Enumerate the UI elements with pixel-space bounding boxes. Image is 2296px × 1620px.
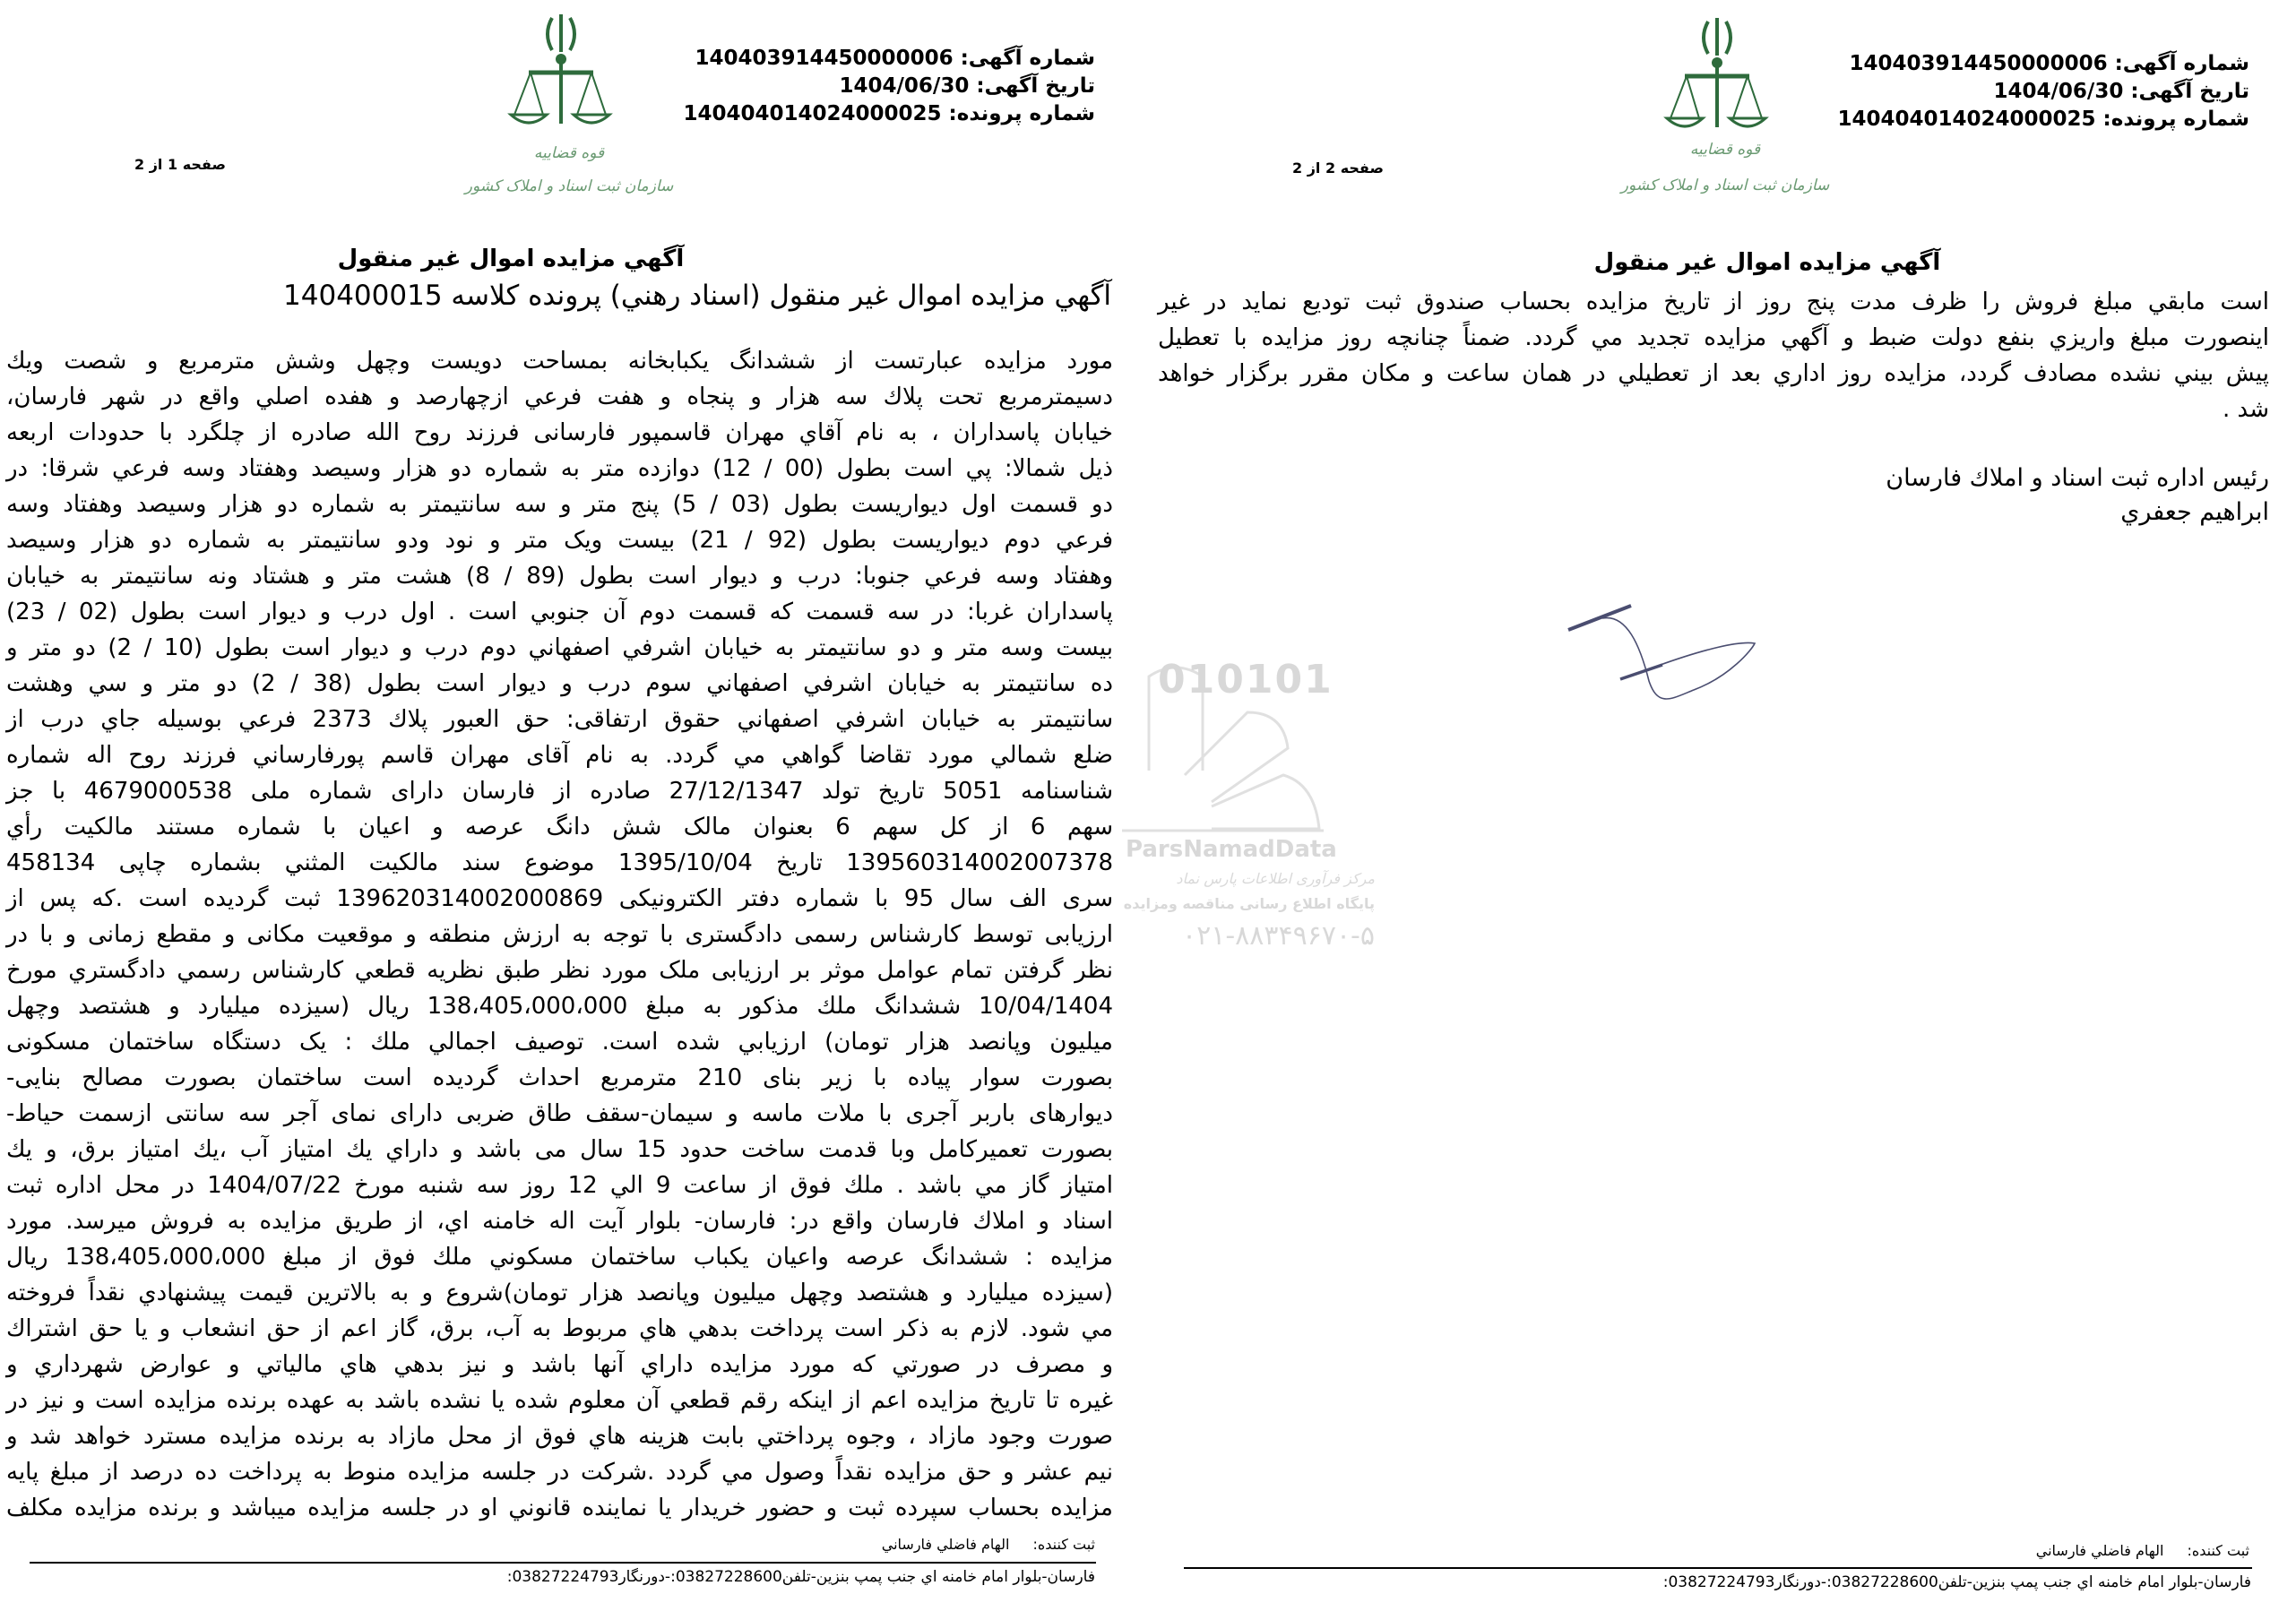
- file-number: شماره پرونده: 140404014024000025: [683, 102, 1095, 125]
- body-line: مي شود. لازم به ذكر است پرداخت بدهي هاي مربوط به آب، برق، گاز اعم از حق انشعاب و يا حق اشتراك: [6, 1315, 1113, 1342]
- body-line: شناسنامه 5051 تاريخ تولد 27/12/1347 صادره از فارسان دارای شماره ملی 4679000538 با جز: [6, 778, 1113, 805]
- notice-info: [1837, 50, 2249, 134]
- body-line: سانتيمتر به خيابان اشرفي اصفهاني حقوق ارتفاقی: حق العبور پلاك 2373 فرعي بوسيله جاي درب از: [6, 706, 1113, 733]
- svg-text:قوه قضاییه: قوه قضاییه: [533, 144, 605, 162]
- ad-number: شماره آگهی: 140403914450000006: [1849, 52, 2249, 75]
- body-line: ده سانتيمتر به خيابان اشرفي اصفهاني سوم درب و ديوار است بطول (38 / 2) دو متر و سي وهشت: [6, 670, 1113, 697]
- registrar-name: الهام فاضلي فارساني: [2035, 1542, 2164, 1559]
- body-line: صورت وجود مازاد ، وجوه پرداختي بابت هزينه هاي فوق از محل مازاد به برنده مزايده مسترد خواهد شد و: [6, 1423, 1113, 1450]
- body-line: ضلع شمالي مورد تقاضا گواهي مي گردد. به نام آقای مهران قاسم پورفارساني فرزند روح اله شماره: [6, 742, 1113, 769]
- page-number: صفحه 2 از 2: [1292, 159, 1384, 177]
- notice-body: [6, 343, 1113, 1526]
- body-line: شد .: [2223, 396, 2269, 423]
- notice-title: آگهي مزايده اموال غير منقول: [337, 246, 685, 272]
- signature-icon: [1523, 573, 1882, 735]
- notice-info: [683, 45, 1095, 128]
- svg-text:قوه قضاییه: قوه قضاییه: [1689, 141, 1761, 159]
- registrar-label: ثبت كننده:: [1032, 1536, 1095, 1553]
- svg-text:سازمان ثبت اسناد و املاک کشور: سازمان ثبت اسناد و املاک کشور: [1620, 177, 1830, 194]
- scales-of-justice-icon: [464, 7, 674, 204]
- watermark-digits: 010101: [1158, 657, 1334, 702]
- judiciary-logo: [1620, 11, 1830, 211]
- registrar: [2036, 1542, 2249, 1559]
- footer-divider: [1184, 1567, 2252, 1569]
- ad-number: شماره آگهی: 140403914450000006: [695, 47, 1095, 70]
- footer-divider: [30, 1562, 1096, 1564]
- notice-body: [1158, 284, 2269, 427]
- registrar-name: الهام فاضلي فارساني: [881, 1536, 1010, 1553]
- registrar: [882, 1536, 1095, 1553]
- svg-text:سازمان ثبت اسناد و املاک کشور: سازمان ثبت اسناد و املاک کشور: [464, 177, 674, 195]
- body-line: خيابان پاسداران ، به نام آقاي مهران قاسمپور فارسانی فرزند روح الله صادره از چلگرد با حدودات اربعه: [6, 419, 1113, 446]
- body-line: وهفتاد وسه فرعي جنوبا: درب و ديوار است بطول (89 / 8) هشت متر و هشتاد ونه سانتيمتر به خيابان: [6, 563, 1113, 590]
- body-line: (سيزده ميليارد و هشتصد وچهل ميليون وپانصد هزار تومان)شروع و به بالاترين قيمت پيشنهادي نقداً فروخته: [6, 1280, 1113, 1306]
- body-line: 139560314002007378 تاريخ 1395/10/04 موضوع سند مالكيت المثني بشماره چاپی 458134: [6, 849, 1113, 876]
- body-line: است مابقي مبلغ فروش را ظرف مدت پنج روز از تاريخ مزايده بحساب صندوق ثبت توديع نمايد در غير: [1158, 289, 2269, 315]
- notice-title: آگهي مزايده اموال غير منقول: [1593, 249, 1941, 276]
- body-line: غيره تا تاريخ مزايده اعم از اينكه رقم قطعي آن معلوم شده يا نشده باشد به عهده برنده مزايده است و نيز در: [6, 1387, 1113, 1414]
- watermark-phone: ۰۲۱-۸۸۳۴۹۶۷۰-۵: [1181, 920, 1375, 952]
- ad-date: تاریخ آگهی: 1404/06/30: [839, 74, 1095, 98]
- body-line: ديوارهای باربر آجری با ملات ماسه و سيمان-سقف طاق ضربی دارای نمای آجر سه سانتی ازسمت حياط-: [6, 1100, 1113, 1127]
- notice-page-1: [0, 0, 1147, 1620]
- body-line: سهم 6 از كل سهم 6 بعنوان مالک شش دانگ عرصه و اعيان با شماره مستند مالكيت رأي: [6, 814, 1114, 840]
- signatory-name: ابراهيم جعفري: [2120, 498, 2269, 526]
- body-line: بصورت سوار پياده با زير بنای 210 مترمربع احداث گرديده است ساختمان بصورت مصالح بنايی-: [6, 1064, 1114, 1091]
- body-line: پاسداران غربا: در سه قسمت كه قسمت دوم آن جنوبي است . اول درب و ديوار است بطول (02 / 23): [6, 599, 1113, 625]
- body-line: امتياز گاز مي باشد . ملك فوق از ساعت 9 الي 12 روز سه شنبه مورخ 1404/07/22 در محل اداره ثبت: [6, 1172, 1113, 1199]
- body-line: اسناد و املاك فارسان واقع در: فارسان- بلوار آيت اله خامنه اي، از طريق مزايده به فروش ميرسد. مورد: [6, 1208, 1113, 1235]
- registrar-label: ثبت كننده:: [2187, 1542, 2249, 1559]
- body-line: بيست وسه متر و دو سانتيمتر به خيابان اشرفي اصفهاني دوم درب و ديوار است بطول (10 / 2) دو متر و: [6, 634, 1114, 661]
- body-line: ميليون وپانصد هزار تومان) ارزيابي شده است. توصيف اجمالي ملك : يک دستگاه ساختمان مسكونی: [6, 1029, 1113, 1056]
- body-line: بصورت تعميركامل وبا قدمت ساخت حدود 15 سال می باشد و داراي يك امتياز آب ،يك امتياز برق، و يك: [6, 1136, 1113, 1163]
- page-number: صفحه 1 از 2: [134, 156, 226, 173]
- body-line: فرعي دوم ديواريست بطول (92 / 21) بيست ويک متر و نود ودو سانتيمتر به شماره دو هزار وسيصد: [6, 527, 1113, 554]
- watermark-line2: پایگاه اطلاع رسانی مناقصه ومزایده: [1123, 895, 1375, 912]
- body-line: سری الف سال 95 با شماره دفتر الكترونيكی 139620314002000869 ثبت گرديده است .كه پس از: [6, 885, 1114, 912]
- judiciary-logo: [464, 7, 674, 208]
- body-line: ذيل شمالا: پي است بطول (00 / 12) دوازده متر به شماره دو هزار وسيصد وهفتاد وسه فرعي شرقا: در: [6, 455, 1113, 482]
- body-line: و مصرف در صورتي كه مورد مزايده داراي آنها باشد و نيز بدهي هاي مالياتي و عوارض شهرداري و: [6, 1351, 1113, 1378]
- body-line: پيش بيني نشده مصادف گردد، مزايده روز اداري بعد از تعطيلي در همان ساعت و مكان مقرر برگزار خواهد: [1158, 360, 2269, 387]
- handwritten-signature: [1523, 573, 1882, 738]
- body-line: دسيمترمربع تحت پلاك سه هزار و پنجاه و هفت فرعي ازچهارصد و هفده اصلي واقع در شهر فارسان،: [6, 383, 1113, 410]
- body-line: 10/04/1404 ششدانگ ملك مذكور به مبلغ 138،405،000،000 ريال (سيزده ميليارد و هشتصد وچهل: [6, 993, 1113, 1020]
- body-line: ارزيابی توسط كارشناس رسمی دادگستری با توجه به ارزش منطقه و موقعيت مكانی و مقطع زمانی و با در: [6, 921, 1113, 948]
- footer-address: فارسان-بلوار امام خامنه اي جنب پمپ بنزين-تلفن03827228600:-دورنگار03827224793:: [506, 1568, 1095, 1586]
- body-line: نيم عشر و حق مزايده نقداً وصول مي گردد .شركت در جلسه مزايده منوط به پرداخت ده درصد از مبلغ پايه: [6, 1459, 1113, 1486]
- body-line: اينصورت مبلغ واريزي بنفع دولت ضبط و آگهي مزايده تجديد مي گردد. ضمناً چنانچه روز مزايده با تعطيل: [1158, 324, 2269, 351]
- body-line: مزايده بحساب سپرده ثبت و حضور خريدار يا نماينده قانوني او در جلسه مزايده ميباشد و برنده مزايده مكلف: [6, 1495, 1113, 1521]
- signatory-title: رئيس اداره ثبت اسناد و املاك فارسان: [1886, 464, 2269, 492]
- body-line: دو قسمت اول ديواريست بطول (03 / 5) پنج متر و سه سانتيمتر به شماره دو هزار وسيصد وهفتاد وسه: [6, 491, 1114, 518]
- notice-subtitle: آگهي مزايده اموال غير منقول (اسناد رهني) پرونده كلاسه 140400015: [283, 280, 1111, 312]
- body-line: نظر گرفتن تمام عوامل موثر بر ارزيابی ملک مورد نظر طبق نظريه قطعي كارشناس رسمي دادگستري مورخ: [6, 957, 1113, 984]
- watermark-brand: ParsNamadData: [1126, 836, 1337, 863]
- ad-date: تاریخ آگهی: 1404/06/30: [1993, 80, 2249, 103]
- body-line: مزايده : ششدانگ عرصه واعيان يكباب ساختمان مسكوني ملك فوق از مبلغ 138،405،000،000 ريال: [6, 1244, 1113, 1271]
- file-number: شماره پرونده: 140404014024000025: [1837, 108, 2249, 131]
- watermark-line1: مرکز فرآوری اطلاعات پارس نماد: [1176, 870, 1375, 887]
- body-line: مورد مزايده عبارتست از ششدانگ يكبابخانه بمساحت دويست وچهل وشش مترمربع و شصت ويك: [6, 348, 1113, 375]
- notice-page-2: [1147, 0, 2296, 1620]
- footer-address: فارسان-بلوار امام خامنه اي جنب پمپ بنزين-تلفن03827228600:-دورنگار03827224793:: [1662, 1573, 2251, 1591]
- scales-of-justice-icon: [1620, 11, 1830, 208]
